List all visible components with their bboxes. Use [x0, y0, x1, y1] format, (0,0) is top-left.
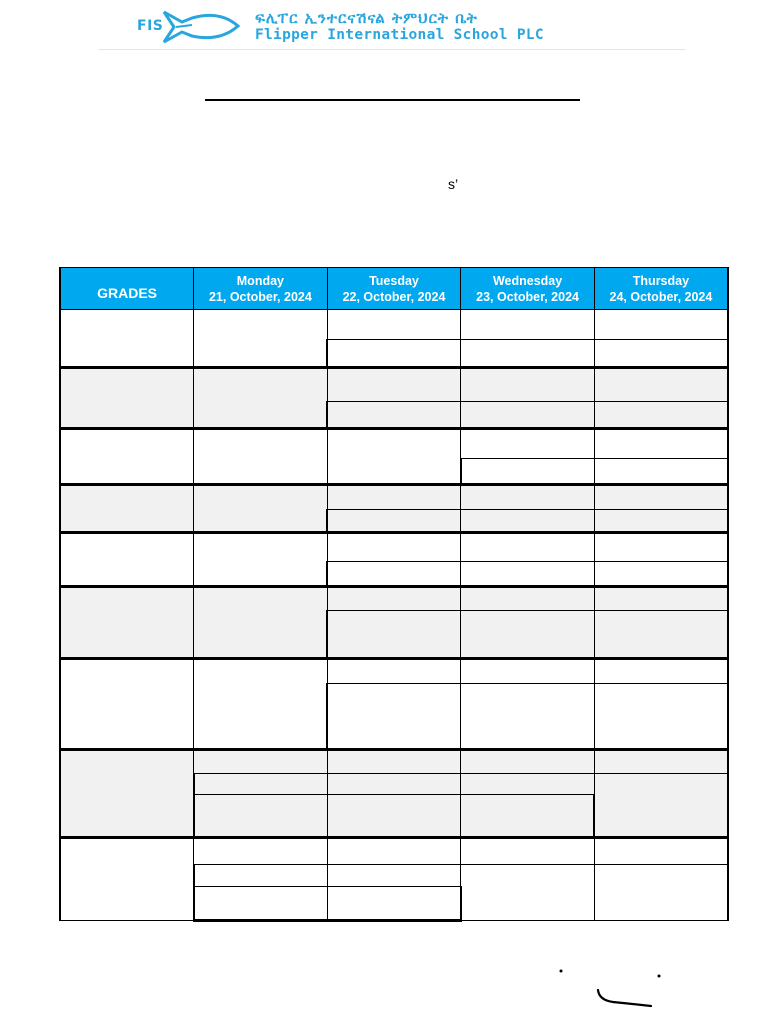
table-cell: [461, 773, 595, 794]
table-cell: [327, 428, 461, 484]
table-cell: [194, 838, 328, 865]
table-cell: [327, 773, 461, 794]
school-name-english: Flipper International School PLC: [255, 27, 544, 43]
table-cell: [594, 340, 728, 368]
table-row: [60, 310, 728, 340]
table-cell: [461, 795, 595, 838]
table-cell: [461, 865, 595, 921]
table-cell: [327, 510, 461, 533]
table-row: [60, 838, 728, 865]
table-cell: [461, 533, 595, 561]
table-cell: [594, 865, 728, 921]
header-wednesday: Wednesday 23, October, 2024: [461, 268, 595, 310]
header-grades: GRADES: [60, 268, 194, 310]
grade-cell: [60, 586, 194, 658]
school-name-amharic: ፍሊፐር ኢንተርናሽናል ትምህርት ቤት: [255, 9, 478, 27]
table-cell: [194, 795, 328, 838]
table-cell: [461, 340, 595, 368]
header-monday: Monday 21, October, 2024: [194, 268, 328, 310]
table-cell: [194, 659, 328, 750]
signature-mark: [555, 962, 665, 1012]
subtitle-fragment: s’: [448, 176, 459, 192]
grade-cell: [60, 838, 194, 921]
table-cell: [594, 401, 728, 428]
table-cell: [594, 684, 728, 749]
table-cell: [194, 586, 328, 658]
table-cell: [194, 368, 328, 428]
table-cell: [194, 485, 328, 533]
table-row: [60, 533, 728, 561]
table-cell: [327, 533, 461, 561]
table-cell: [327, 610, 461, 658]
table-cell: [327, 310, 461, 340]
table-cell: [594, 458, 728, 484]
table-cell: [461, 310, 595, 340]
table-cell: [594, 510, 728, 533]
table-cell: [594, 561, 728, 586]
table-cell: [461, 684, 595, 749]
table-row: [60, 749, 728, 773]
grade-cell: [60, 428, 194, 484]
grade-cell: [60, 310, 194, 368]
table-row: [60, 659, 728, 684]
grade-cell: [60, 368, 194, 428]
table-cell: [461, 610, 595, 658]
table-cell: [194, 749, 328, 773]
table-cell: [194, 865, 328, 886]
table-cell: [461, 586, 595, 610]
grade-cell: [60, 485, 194, 533]
table-cell: [327, 368, 461, 401]
table-cell: [194, 310, 328, 368]
table-cell: [594, 586, 728, 610]
header-tuesday: Tuesday 22, October, 2024: [327, 268, 461, 310]
table-row: [60, 586, 728, 610]
table-cell: [461, 838, 595, 865]
table-cell: [594, 368, 728, 401]
table-cell: [327, 749, 461, 773]
table-cell: [327, 886, 461, 920]
grade-cell: [60, 533, 194, 586]
table-cell: [461, 485, 595, 510]
table-cell: [461, 561, 595, 586]
table-cell: [461, 749, 595, 773]
letterhead: [98, 6, 686, 50]
table-cell: [594, 749, 728, 773]
table-cell: [461, 659, 595, 684]
table-cell: [461, 510, 595, 533]
table-cell: [461, 401, 595, 428]
table-cell: [327, 485, 461, 510]
exam-schedule-table: [59, 267, 729, 922]
grade-cell: [60, 659, 194, 750]
table-cell: [194, 533, 328, 586]
logo-text: FIS: [137, 18, 164, 34]
grade-cell: [60, 749, 194, 838]
table-cell: [327, 795, 461, 838]
table-row: [60, 428, 728, 458]
header-thursday: Thursday 24, October, 2024: [594, 268, 728, 310]
table-cell: [327, 865, 461, 886]
table-cell: [594, 533, 728, 561]
table-cell: [194, 773, 328, 794]
header-row: [60, 268, 728, 310]
table-cell: [327, 401, 461, 428]
title-underline: [205, 99, 580, 101]
table-row: [60, 485, 728, 510]
table-row: [60, 368, 728, 401]
table-cell: [594, 485, 728, 510]
table-cell: [461, 368, 595, 401]
fish-logo-icon: [162, 8, 240, 46]
table-cell: [327, 340, 461, 368]
table-cell: [327, 586, 461, 610]
table-cell: [461, 458, 595, 484]
table-cell: [594, 428, 728, 458]
table-cell: [461, 428, 595, 458]
table-cell: [594, 610, 728, 658]
table-cell: [327, 838, 461, 865]
table-cell: [594, 310, 728, 340]
table-cell: [327, 684, 461, 749]
table-cell: [194, 886, 328, 920]
table-cell: [327, 561, 461, 586]
table-cell: [594, 773, 728, 837]
table-cell: [594, 659, 728, 684]
table-cell: [594, 838, 728, 865]
table-cell: [194, 428, 328, 484]
table-cell: [327, 659, 461, 684]
